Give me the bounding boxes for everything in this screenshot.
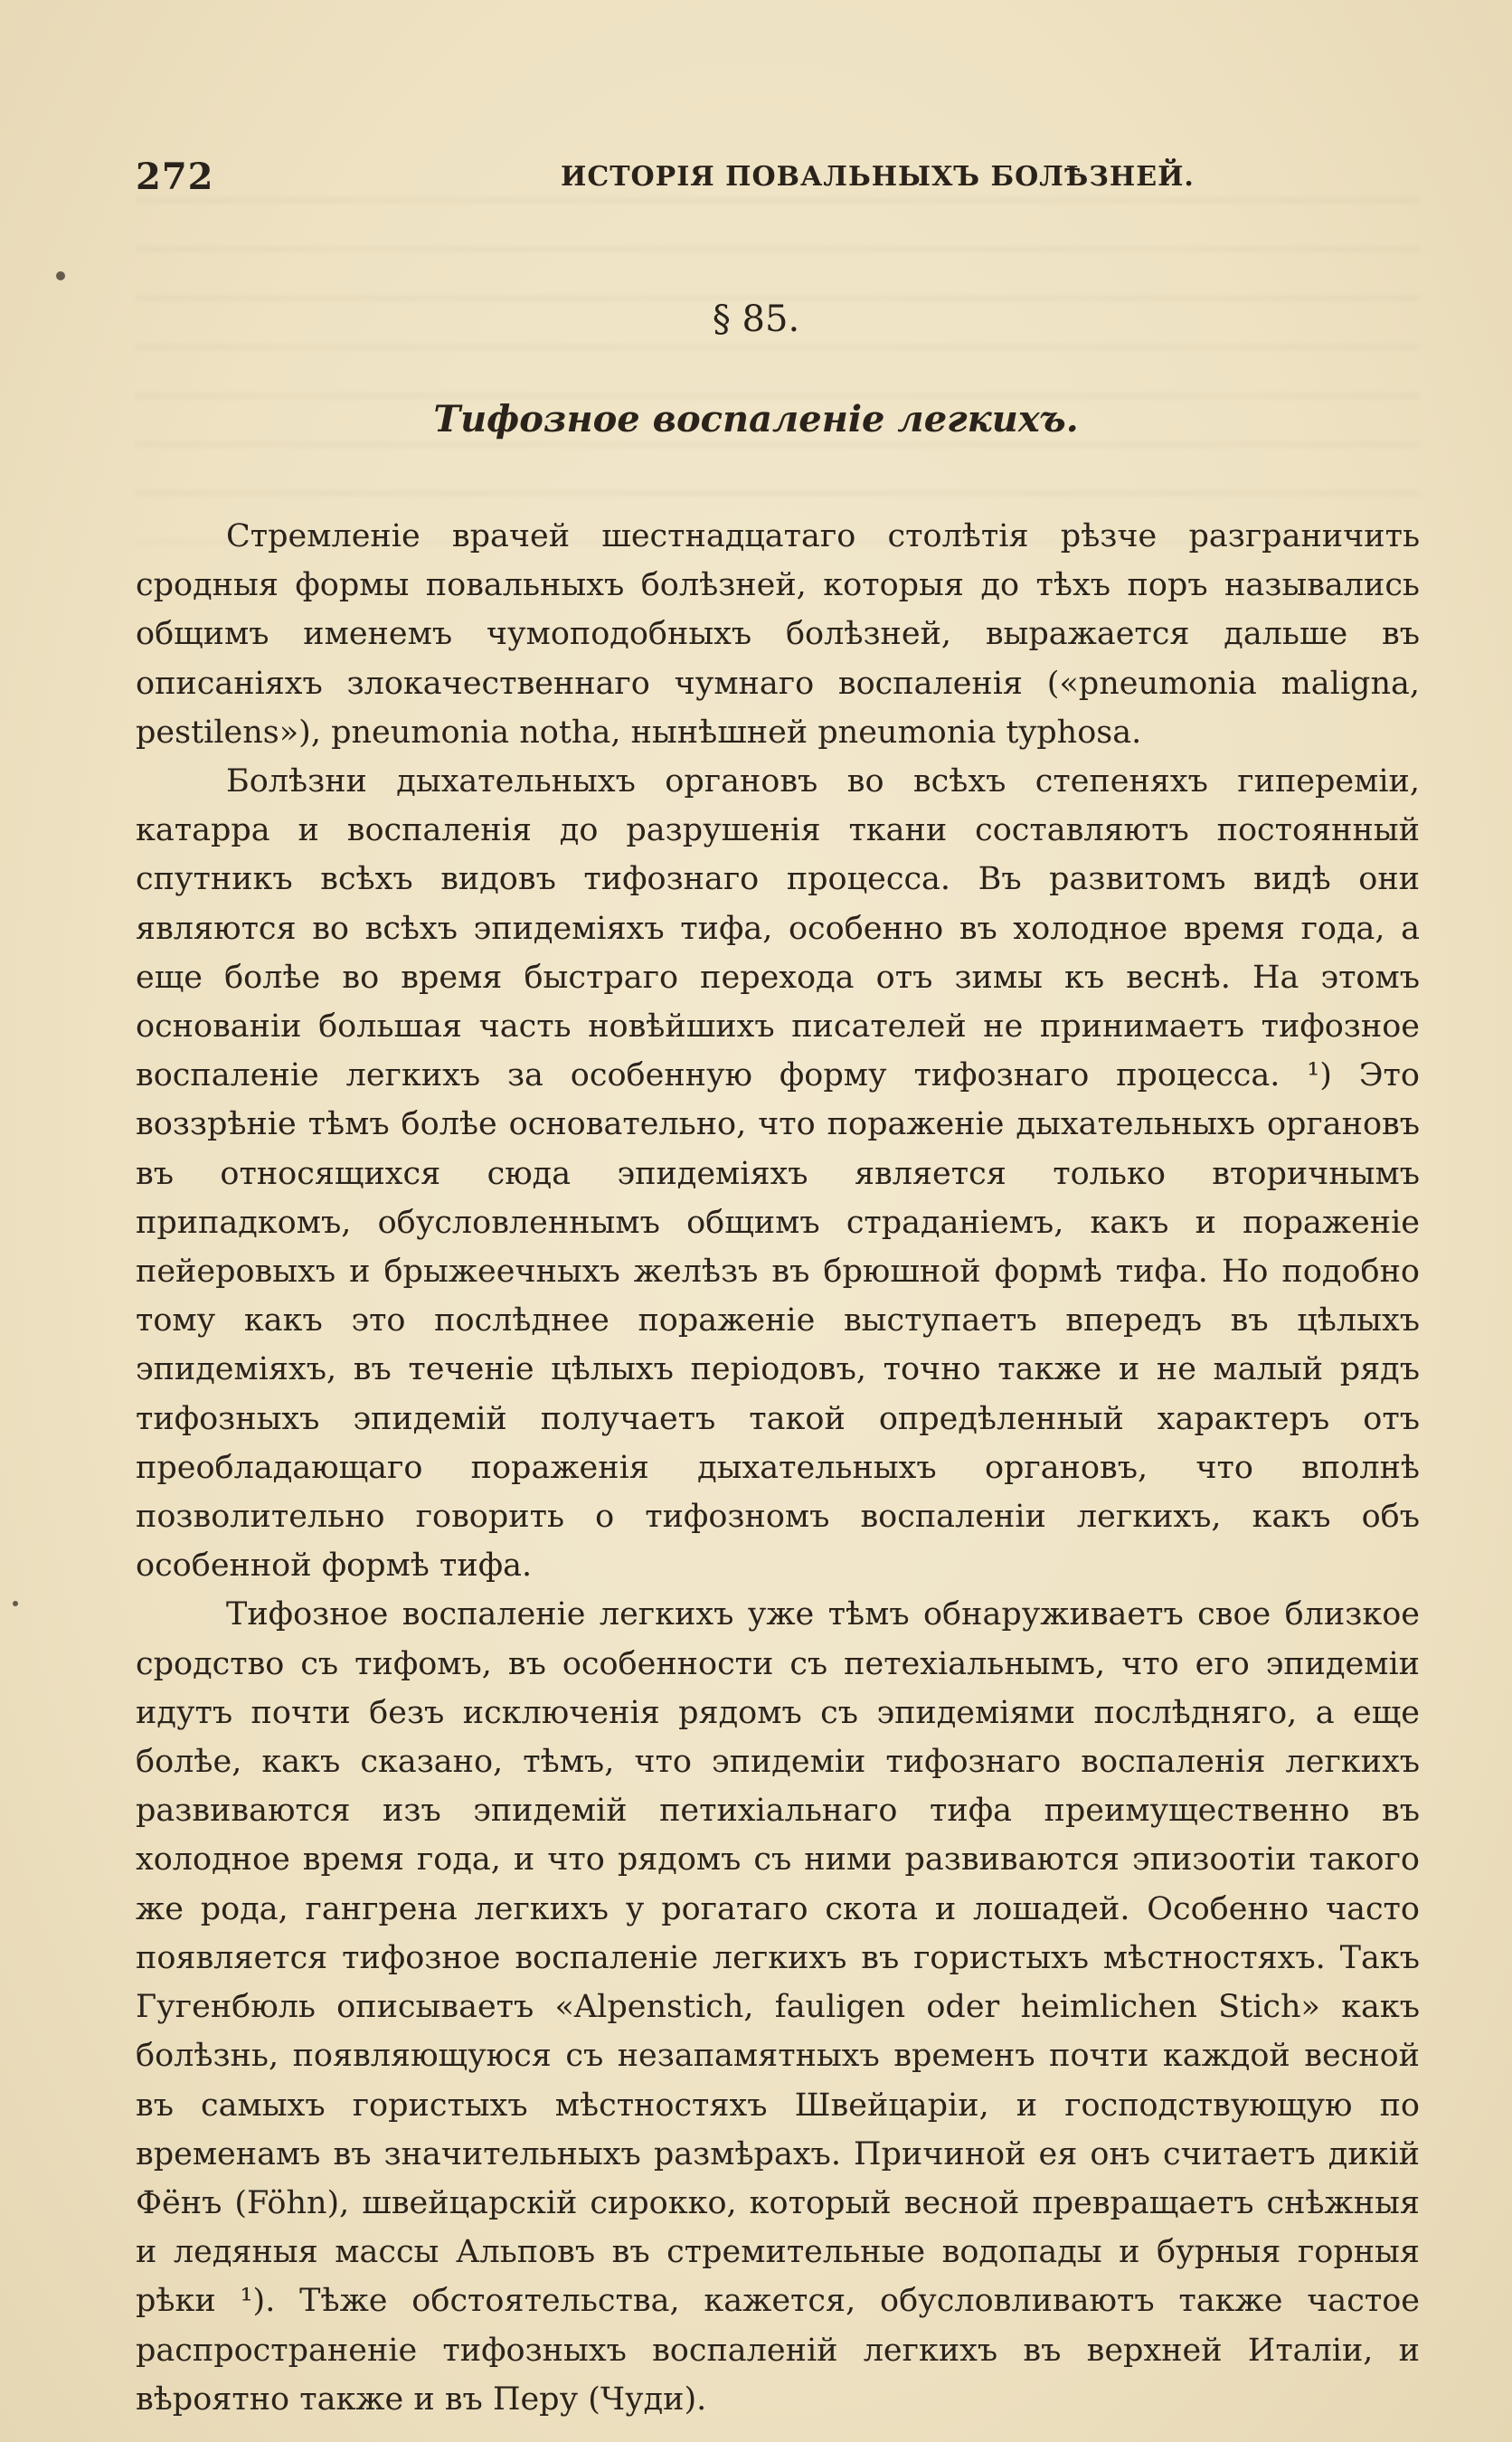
page-header — [136, 156, 1420, 201]
body-text — [136, 512, 1420, 2424]
paragraph: Стремленіе врачей шестнадцатаго столѣтія рѣзче разграничить сродныя формы повальныхъ болѣзней, которыя до тѣхъ поръ назывались общимъ именемъ чумоподобныхъ болѣзней, выражается дальше въ описаніяхъ злокачественнаго чумнаго воспаленія («pneumonia maligna, pestilens»), pneumonia notha, нынѣшней pneumonia typhosa. — [136, 518, 1420, 751]
ink-speck — [56, 271, 65, 280]
ink-speck — [13, 1601, 18, 1606]
page-number: 272 — [136, 156, 214, 198]
paragraph: Болѣзни дыхательныхъ органовъ во всѣхъ степеняхъ гипереміи, катарра и воспаленія до разрушенія ткани составляютъ постоянный спутникъ всѣхъ видовъ тифознаго процесса. Въ развитомъ видѣ они являются во всѣхъ эпидеміяхъ тифа, особенно въ холодное время года, а еще болѣе во время быстраго перехода отъ зимы къ веснѣ. На этомъ основаніи большая часть новѣйшихъ писателей не принимаетъ тифозное воспаленіе легкихъ за особенную форму тифознаго процесса. ¹) Это воззрѣніе тѣмъ болѣе основательно, что пораженіе дыхательныхъ органовъ въ относящихся сюда эпидеміяхъ является только вторичнымъ припадкомъ, обусловленнымъ общимъ страданіемъ, какъ и пораженіе пейеровыхъ и брыжеечныхъ желѣзъ въ брюшной формѣ тифа. Но подобно тому какъ это послѣднее пораженіе выступаетъ впередъ въ цѣлыхъ эпидеміяхъ, въ теченіе цѣлыхъ періодовъ, точно также и не малый рядъ тифозныхъ эпидемій получаетъ такой опредѣленный характеръ отъ преобладающаго пораженія дыхательныхъ органовъ, что вполнѣ позволительно говорить о тифозномъ воспаленіи легкихъ, какъ объ особенной формѣ тифа. — [136, 763, 1420, 1585]
bleed-through-shadow — [136, 199, 1420, 543]
section-number: § 85. — [712, 298, 800, 340]
running-title: ИСТОРІЯ ПОВАЛЬНЫХЪ БОЛѢЗНЕЙ. — [561, 161, 1195, 193]
paragraph: Тифозное воспаленіе легкихъ уже тѣмъ обнаруживаетъ свое близкое сродство съ тифомъ, въ особенности съ петехіальнымъ, что его эпидеміи идутъ почти безъ исключенія рядомъ съ эпидеміями послѣдняго, а еще болѣе, какъ сказано, тѣмъ, что эпидеміи тифознаго воспаленія легкихъ развиваются изъ эпидемій петихіальнаго тифа преимущественно въ холодное время года, и что рядомъ съ ними развиваются эпизоотіи такого же рода, гангрена легкихъ у рогатаго скота и лошадей. Особенно часто появляется тифозное воспаленіе легкихъ въ гористыхъ мѣстностяхъ. Такъ Гугенбюль описываетъ «Alpenstich, fauligen oder heimlichen Stich» какъ болѣзнь, появляющуюся съ незапамятныхъ временъ почти каждой весной въ самыхъ гористыхъ мѣстностяхъ Швейцаріи, и господствующую по временамъ въ значительныхъ размѣрахъ. Причиной ея онъ считаетъ дикій Фёнъ (Föhn), швейцарскій сирокко, который весной превращаетъ снѣжныя и ледяныя массы Альповъ въ стремительные водопады и бурныя горныя рѣки ¹). Тѣже обстоятельства, кажется, обусловливаютъ также частое распространеніе тифозныхъ воспаленій легкихъ въ верхней Италіи, и вѣроятно также и въ Перу (Чуди). — [136, 1596, 1420, 2418]
section-title: Тифозное воспаленіе легкихъ. — [433, 398, 1079, 440]
